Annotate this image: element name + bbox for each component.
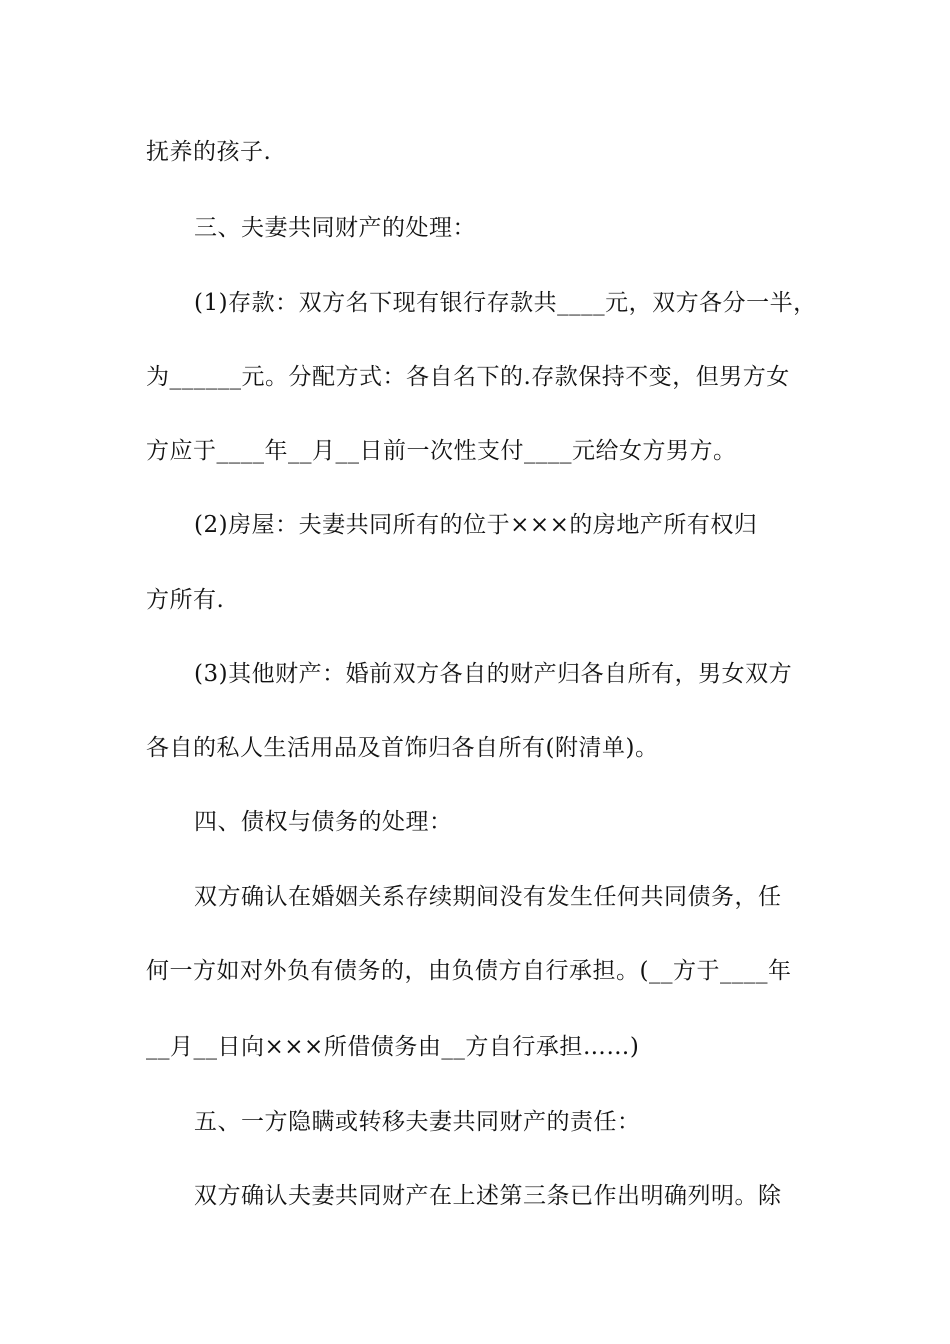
paragraph-line: 双方确认在婚姻关系存续期间没有发生任何共同债务，任 xyxy=(194,884,782,910)
section-heading-debt: 四、债权与债务的处理： xyxy=(194,809,453,835)
paragraph-line: (1)存款：双方名下现有银行存款共____元，双方各分一半， xyxy=(194,290,817,316)
paragraph-line: 方所有. xyxy=(146,587,225,613)
paragraph-line: (3)其他财产：婚前双方各自的财产归各自所有，男女双方 xyxy=(194,661,793,687)
section-heading-concealment: 五、一方隐瞒或转移夫妻共同财产的责任： xyxy=(194,1109,641,1135)
paragraph-line: 双方确认夫妻共同财产在上述第三条已作出明确列明。除 xyxy=(194,1183,782,1209)
paragraph-line: 抚养的孩子. xyxy=(146,139,272,165)
paragraph-line: __月__日向×××所借债务由__方自行承担……) xyxy=(146,1034,640,1060)
paragraph-line: 何一方如对外负有债务的，由负债方自行承担。(__方于____年 xyxy=(146,958,792,984)
section-heading-property: 三、夫妻共同财产的处理： xyxy=(194,215,476,241)
paragraph-line: 方应于____年__月__日前一次性支付____元给女方男方。 xyxy=(146,438,737,464)
paragraph-line: (2)房屋：夫妻共同所有的位于×××的房地产所有权归 xyxy=(194,512,758,538)
paragraph-line: 为______元。分配方式：各自名下的.存款保持不变，但男方女 xyxy=(146,364,790,390)
paragraph-line: 各自的私人生活用品及首饰归各自所有(附清单)。 xyxy=(146,735,659,761)
